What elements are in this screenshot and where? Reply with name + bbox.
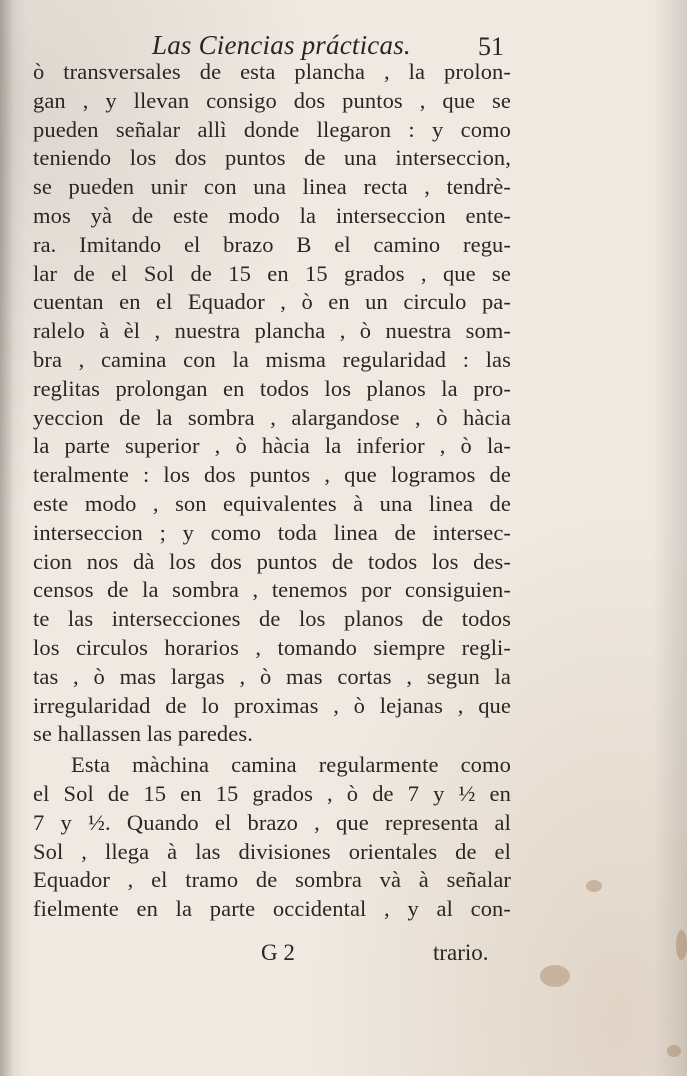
text-line: te las intersecciones de los planos de todos: [33, 606, 511, 632]
page-number: 51: [478, 32, 504, 61]
signature-mark: G 2: [261, 940, 295, 965]
text-line: censos de la sombra , tenemos por consiguien-: [33, 577, 511, 603]
body-text: [33, 58, 511, 924]
text-line: irregularidad de lo proximas , ò lejanas , que: [33, 692, 511, 718]
spine-shadow: [0, 0, 14, 1076]
text-line: teniendo los dos puntos de una interseccion,: [33, 145, 511, 171]
text-line: ralelo à èl , nuestra plancha , ò nuestra som-: [33, 318, 511, 344]
text-line: gan , y llevan consigo dos puntos , que se: [33, 87, 511, 113]
foxing-stain: [667, 1045, 681, 1057]
running-title: Las Ciencias prácticas.: [152, 30, 411, 60]
text-line: 7 y ½. Quando el brazo , que representa al: [33, 809, 511, 835]
text-line: interseccion ; y como toda linea de intersec-: [33, 519, 511, 545]
text-line: lar de el Sol de 15 en 15 grados , que se: [33, 260, 511, 286]
text-line: cion nos dà los dos puntos de todos los des-: [33, 548, 511, 574]
text-line: se pueden unir con una linea recta , tendrè-: [33, 174, 511, 200]
catchword: trario.: [433, 940, 489, 965]
text-line: fielmente en la parte occidental , y al con-: [33, 896, 511, 922]
text-line: se hallassen las paredes.: [33, 721, 253, 747]
text-line: teralmente : los dos puntos , que logramos de: [33, 462, 511, 488]
text-line: este modo , son equivalentes à una linea de: [33, 490, 511, 516]
text-line: pueden señalar allì donde llegaron : y como: [33, 116, 511, 142]
text-line: la parte superior , ò hàcia la inferior , ò la-: [33, 433, 511, 459]
text-line: ra. Imitando el brazo B el camino regu-: [33, 231, 511, 257]
text-line: yeccion de la sombra , alargandose , ò hàcia: [33, 404, 511, 430]
text-line: el Sol de 15 en 15 grados , ò de 7 y ½ en: [33, 780, 511, 806]
text-line: Equador , el tramo de sombra và à señalar: [33, 867, 511, 893]
text-line: los circulos horarios , tomando siempre regli-: [33, 634, 511, 660]
text-line: bra , camina con la misma regularidad : las: [33, 346, 511, 372]
text-line: Sol , llega à las divisiones orientales de el: [33, 838, 511, 864]
text-line: cuentan en el Equador , ò en un circulo pa-: [33, 289, 511, 315]
text-line: reglitas prolongan en todos los planos la pro-: [33, 375, 511, 401]
page-footer: [0, 940, 687, 970]
text-line-indented: Esta màchina camina regularmente como: [71, 752, 511, 778]
text-line: mos yà de este modo la interseccion ente-: [33, 202, 511, 228]
foxing-stain: [586, 880, 602, 892]
text-line: tas , ò mas largas , ò mas cortas , segun la: [33, 663, 511, 689]
text-line: ò transversales de esta plancha , la prolon-: [33, 59, 511, 84]
